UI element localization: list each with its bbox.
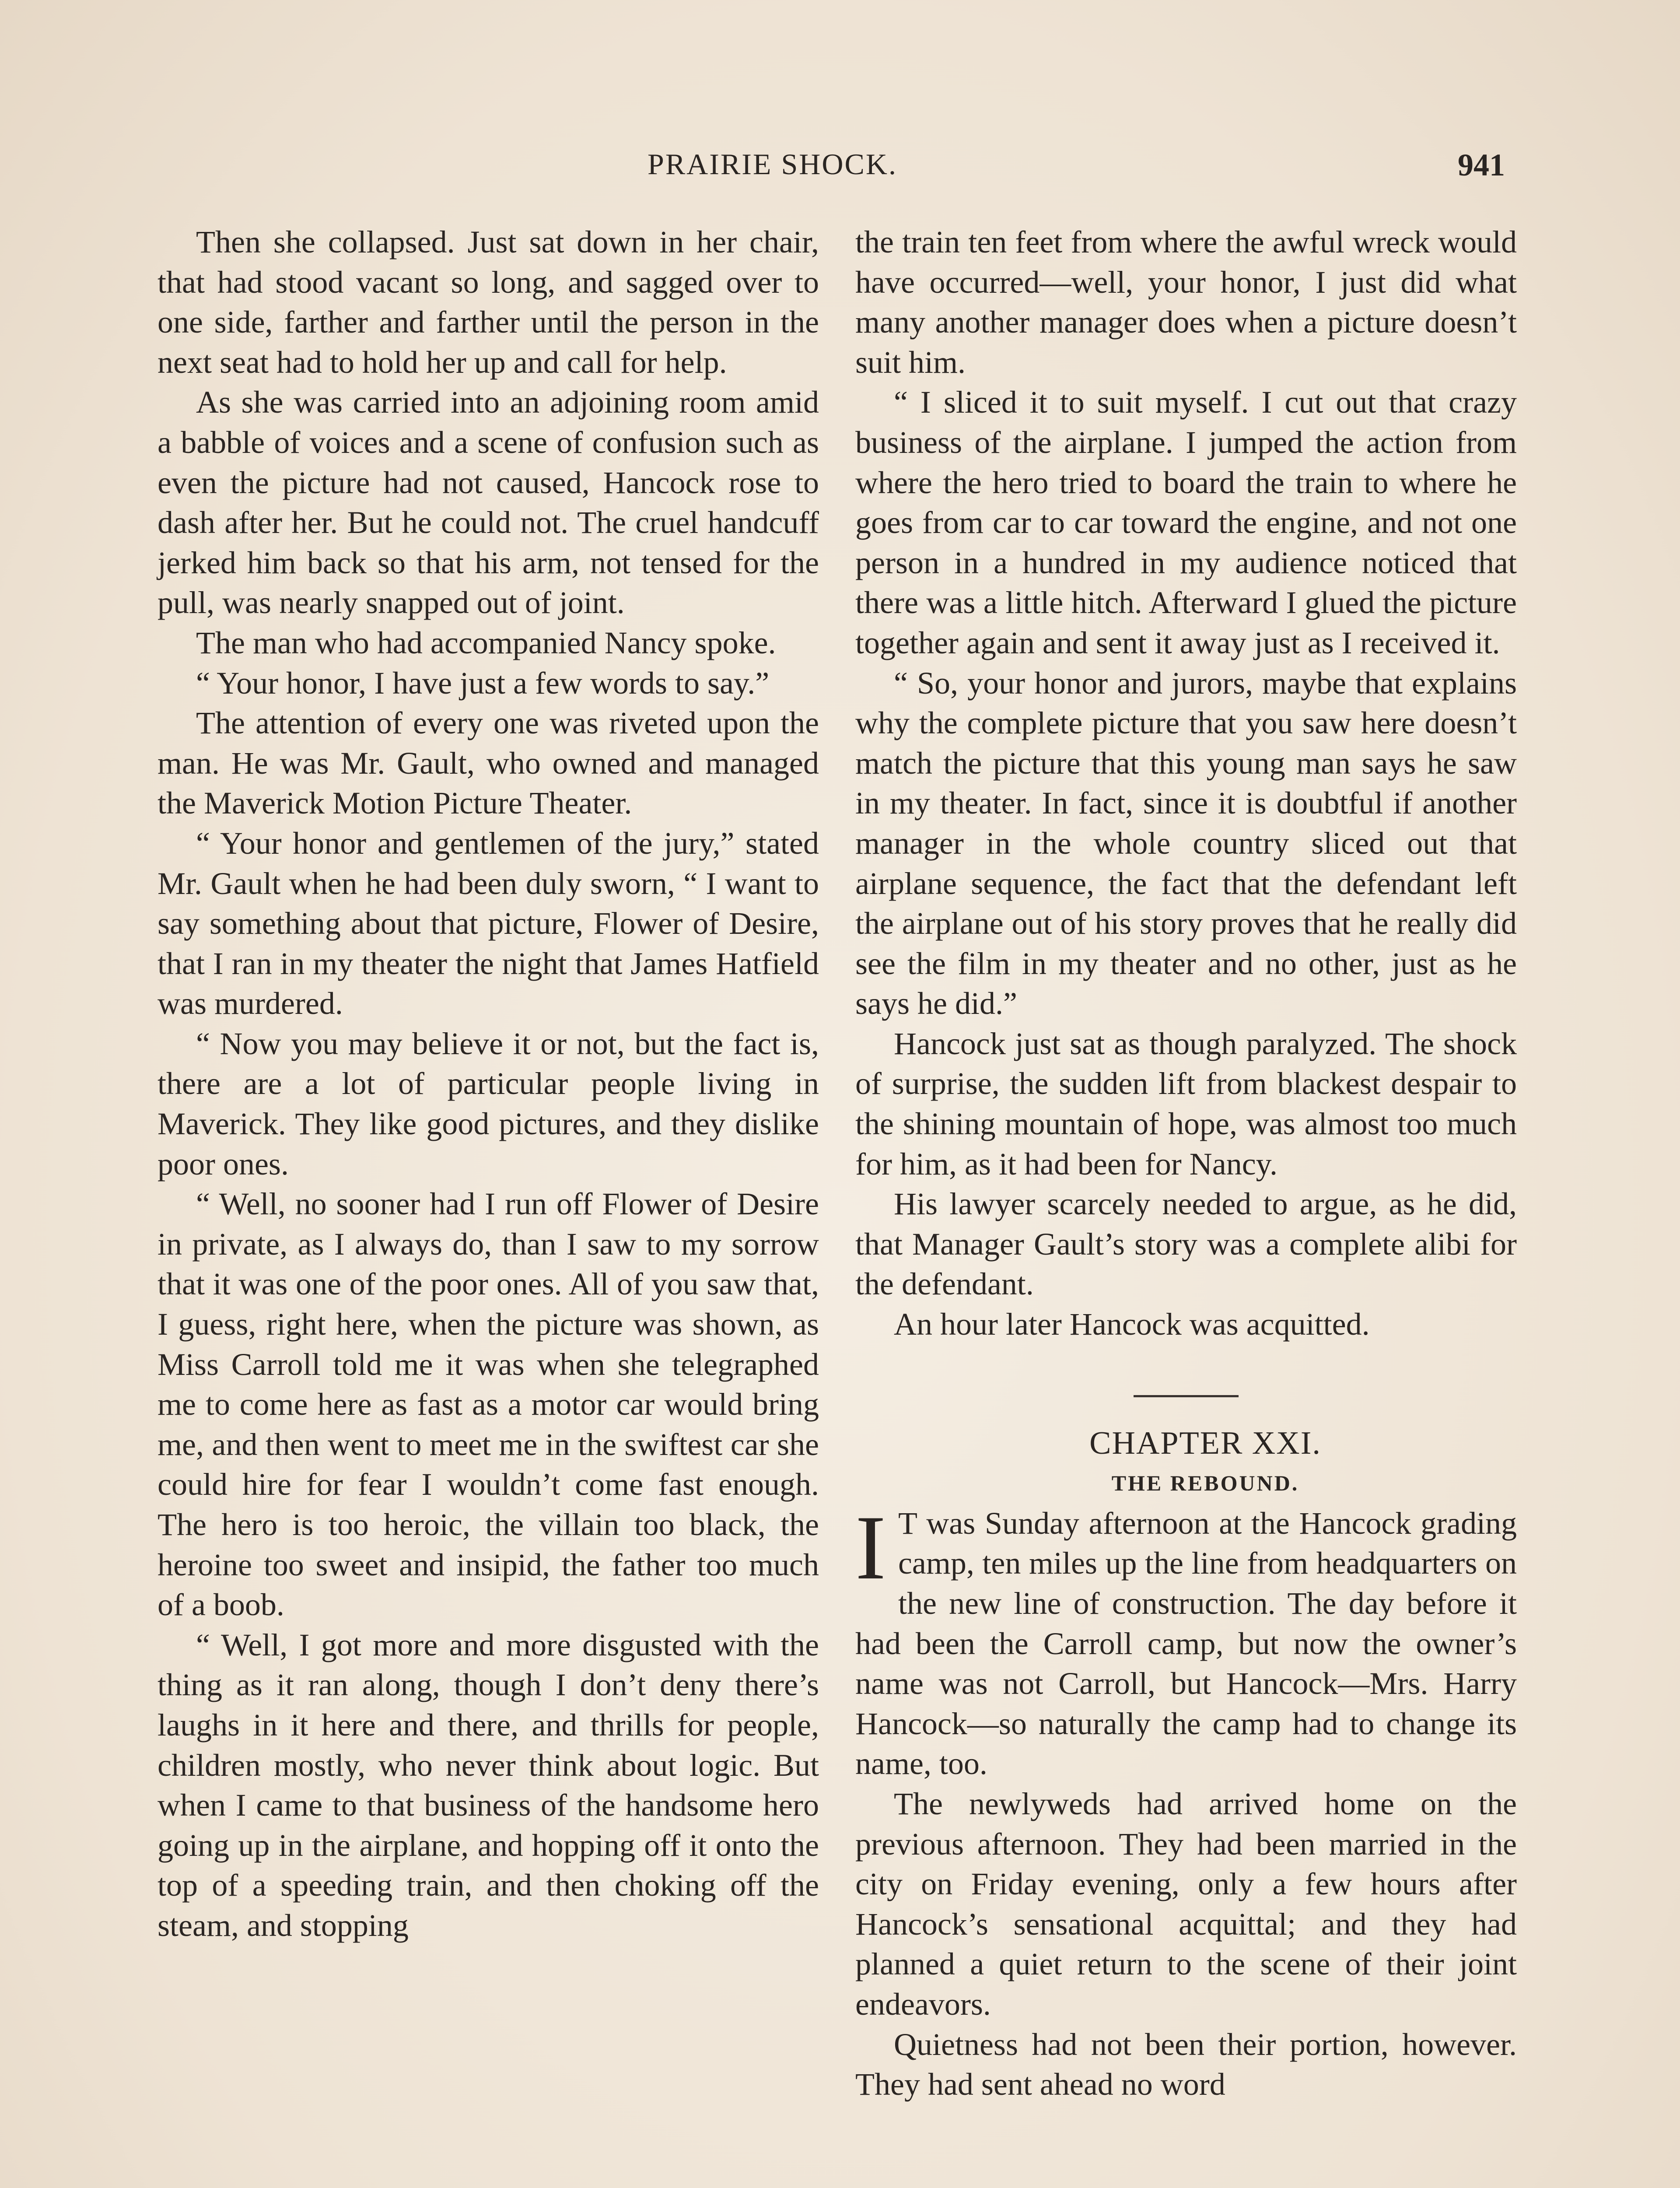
paragraph: “ I sliced it to suit myself. I cut out that crazy business of the airplane. I jumped the action from where the hero tried to board the train to where he goes from car to car toward the engine, and not one person in a hundred in my audience noticed that there was a little hitch. Afterward I glued the picture together again and sent it away just as I received it.	[855, 385, 1517, 660]
page-number: 941	[1458, 147, 1505, 182]
paragraph: the train ten feet from where the awful wreck would have occurred—well, your honor, I just did what many another manager does when a picture doesn’t suit him.	[855, 224, 1517, 380]
paragraph: “ So, your honor and jurors, maybe that explains why the complete picture that you saw here doesn’t match the picture that this young man says he saw in my theater. In fact, since it is doubtful if another manager in the whole country sliced out that airplane sequence, the fact that the defendant left the airplane out of his story proves that he really did see the film in my theater and no other, just as he says he did.”	[855, 665, 1517, 1021]
running-title: PRAIRIE SHOCK.	[648, 147, 897, 181]
drop-cap: I	[855, 1497, 886, 1599]
right-column	[855, 222, 1517, 2105]
running-header	[0, 147, 1680, 200]
paragraph: Quietness had not been their portion, however. They had sent ahead no word	[855, 2027, 1517, 2102]
paragraph: As she was carried into an adjoining room amid a babble of voices and a scene of confusion such as even the picture had not caused, Hancock rose to dash after her. But he could not. The cruel handcuff jerked him back so that his arm, not tensed for the pull, was nearly snapped out of joint.	[158, 385, 819, 621]
paragraph: Hancock just sat as though paralyzed. The shock of surprise, the sudden lift from blackest despair to the shining mountain of hope, was almost too much for him, as it had been for Nancy.	[855, 1026, 1517, 1182]
paragraph: His lawyer scarcely needed to argue, as he did, that Manager Gault’s story was a complete alibi for the defendant.	[855, 1186, 1517, 1302]
chapter-title: CHAPTER XXI.	[1089, 1425, 1321, 1461]
paragraph: Then she collapsed. Just sat down in her chair, that had stood vacant so long, and sagged over to one side, farther and farther until the person in the next seat had to hold her up and call for help.	[158, 224, 819, 380]
paragraph: An hour later Hancock was acquitted.	[894, 1307, 1370, 1342]
paragraph: “ Now you may believe it or not, but the fact is, there are a lot of particular people living in Maverick. They like good pictures, and they dislike poor ones.	[158, 1026, 819, 1182]
paragraph: “ Well, no sooner had I run off Flower of Desire in private, as I always do, than I saw to my sorrow that it was one of the poor ones. All of you saw that, I guess, right here, when the picture was shown, as Miss Carroll told me it was when she telegraphed me to come here as fast as a motor car would bring me, and then went to meet me in the swiftest car she could hire for fear I wouldn’t come fast enough. The hero is too heroic, the villain too black, the heroine too sweet and insipid, the father too much of a boob.	[158, 1186, 819, 1623]
opening-text: T was Sunday afternoon at the Hancock grading camp, ten miles up the line from headquarters on the new line of construction. The day before it had been the Carroll camp, but now the owner’s name was not Carroll, but Hancock—Mrs. Harry Hancock—so naturally the camp had to change its name, too.	[855, 1505, 1517, 1781]
chapter-subtitle: THE REBOUND.	[1111, 1471, 1299, 1496]
paragraph: “ Your honor and gentlemen of the jury,” stated Mr. Gault when he had been duly sworn, “ I want to say something about that picture, Flower of Desire, that I ran in my theater the night that James Hatfield was murdered.	[158, 825, 819, 1021]
left-column	[158, 222, 819, 1946]
paragraph: The newlyweds had arrived home on the previous afternoon. They had been married in the city on Friday evening, only a few hours after Hancock’s sensational acquittal; and they had planned a quiet return to the scene of their joint endeavors.	[855, 1786, 1517, 2022]
chapter-opening-paragraph	[855, 1497, 1517, 1784]
paragraph: The man who had accompanied Nancy spoke.	[196, 625, 776, 660]
section-divider	[1134, 1395, 1239, 1397]
paragraph: “ Your honor, I have just a few words to say.”	[196, 665, 770, 701]
paragraph: “ Well, I got more and more disgusted with the thing as it ran along, though I don’t deny there’s laughs in it here and there, and thrills for people, children mostly, who never think about logic. But when I came to that business of the handsome hero going up in the airplane, and hopping off it onto the top of a speeding train, and then choking off the steam, and stopping	[158, 1627, 819, 1943]
paragraph: The attention of every one was riveted upon the man. He was Mr. Gault, who owned and managed the Maverick Motion Picture Theater.	[158, 705, 819, 821]
